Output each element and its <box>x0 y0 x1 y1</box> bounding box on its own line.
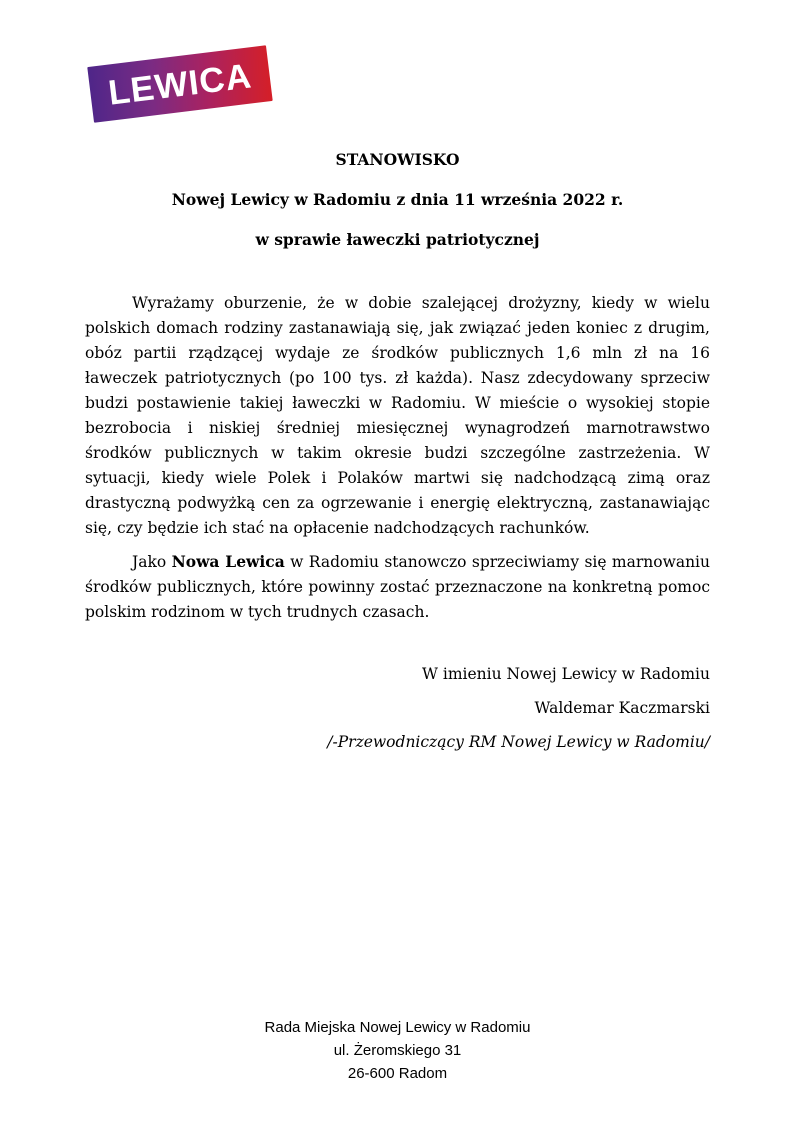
paragraph-2 <box>85 549 710 625</box>
paragraph-2-bold-party-name: Nowa Lewica <box>171 552 285 571</box>
document-body <box>85 291 710 625</box>
document-subtitle-subject: w sprawie ławeczki patriotycznej <box>255 230 540 249</box>
footer-city: 26-600 Radom <box>347 1065 448 1082</box>
document-header <box>85 140 710 260</box>
paragraph-1: Wyrażamy oburzenie, że w dobie szalejącej drożyzny, kiedy w wielu polskich domach rodziny zastanawiają się, jak związać jeden koniec z drugim, obóz partii rządzącej wydaje ze środków publicznych 1,6 mln zł na 16 ławeczek patriotycznych (po 100 tys. zł każda). Nasz zdecydowany sprzeciw budzi postawienie takiej ławeczki w Radomiu. W mieście o wysokiej stopie bezrobocia i niskiej średniej miesięcznej wynagrodzeń marnotrawstwo środków publicznych w takim okresie budzi szczególne zastrzeżenia. W sytuacji, kiedy wiele Polek i Polaków martwi się nadchodzącą zimą oraz drastyczną podwyżką cen za ogrzewanie i energię elektryczną, zastanawiając się, czy będzie ich stać na opłacenie nadchodzących rachunków. <box>85 294 710 537</box>
paragraph-2-rest: w Radomiu stanowczo sprzeciwiamy się marnowaniu środków publicznych, które powinny zostać przeznaczone na konkretną pomoc polskim rodzinom w tych trudnych czasach. <box>85 553 710 621</box>
signature-block <box>85 657 710 759</box>
signature-role: /-Przewodniczący RM Nowej Lewicy w Radomiu/ <box>327 733 710 751</box>
footer-address-block <box>85 1016 710 1085</box>
signature-name: Waldemar Kaczmarski <box>534 699 710 717</box>
lewica-logo-text: LEWICA <box>106 55 254 113</box>
footer-street: ul. Żeromskiego 31 <box>333 1042 462 1059</box>
document-subtitle-date: Nowej Lewicy w Radomiu z dnia 11 września 2022 r. <box>171 190 624 209</box>
paragraph-2-prefix: Jako <box>132 553 172 571</box>
document-title: STANOWISKO <box>335 150 460 169</box>
footer-organization: Rada Miejska Nowej Lewicy w Radomiu <box>264 1019 531 1036</box>
lewica-logo <box>87 45 272 123</box>
signature-on-behalf: W imieniu Nowej Lewicy w Radomiu <box>422 665 710 683</box>
